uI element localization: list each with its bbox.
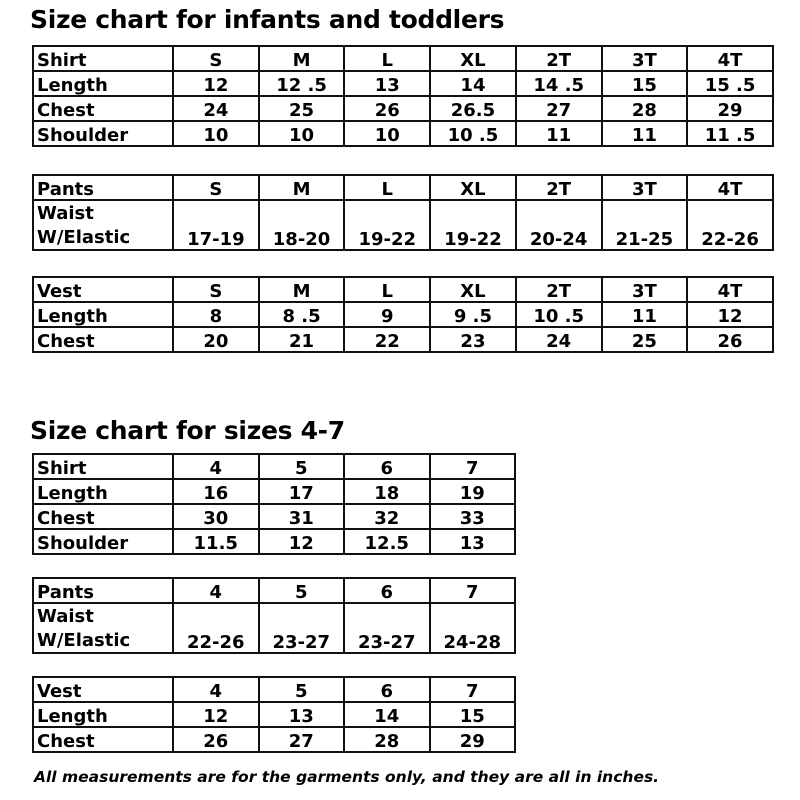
measurement-cell: 11 .5: [687, 121, 773, 146]
measurement-cell: 10: [259, 121, 345, 146]
table-header-row: [33, 175, 773, 200]
measurement-cell: 11: [602, 121, 688, 146]
size-header-cell: 2T: [516, 46, 602, 71]
measurement-cell: 14: [344, 702, 430, 727]
measurement-cell: 26: [687, 327, 773, 352]
measurement-cell: 26.5: [430, 96, 516, 121]
table-category-label: Shirt: [33, 454, 173, 479]
size-header-cell: XL: [430, 175, 516, 200]
row-label: Chest: [33, 504, 173, 529]
measurement-cell: 23-27: [259, 603, 345, 653]
measurement-cell: 25: [602, 327, 688, 352]
size-header-cell: 3T: [602, 46, 688, 71]
infant-shirt-table: [32, 45, 774, 147]
measurement-cell: 24-28: [430, 603, 516, 653]
row-label: Chest: [33, 327, 173, 352]
measurement-cell: 8 .5: [259, 302, 345, 327]
size-header-cell: 4: [173, 677, 259, 702]
measurement-cell: 26: [344, 96, 430, 121]
measurement-cell: 21-25: [602, 200, 688, 250]
sizes-4-7-shirt-table: [32, 453, 516, 555]
table-row: [33, 529, 515, 554]
measurement-cell: 24: [516, 327, 602, 352]
measurement-cell: 30: [173, 504, 259, 529]
sizes-4-7-vest-table: [32, 676, 516, 753]
table-category-label: Vest: [33, 677, 173, 702]
measurement-cell: 27: [259, 727, 345, 752]
size-header-cell: L: [344, 46, 430, 71]
sizes-4-7-pants-table: [32, 577, 516, 654]
size-header-cell: M: [259, 46, 345, 71]
table-row: [33, 200, 773, 250]
row-label: Shoulder: [33, 121, 173, 146]
size-header-cell: S: [173, 277, 259, 302]
row-label: [33, 603, 173, 653]
table-header-row: [33, 46, 773, 71]
measurement-cell: 16: [173, 479, 259, 504]
size-header-cell: 6: [344, 454, 430, 479]
measurement-cell: 9: [344, 302, 430, 327]
measurement-cell: 12: [259, 529, 345, 554]
measurement-cell: 31: [259, 504, 345, 529]
size-header-cell: L: [344, 277, 430, 302]
table-row: [33, 96, 773, 121]
measurement-cell: 20-24: [516, 200, 602, 250]
measurement-cell: 22-26: [687, 200, 773, 250]
measurement-cell: 29: [687, 96, 773, 121]
measurement-cell: 17: [259, 479, 345, 504]
measurement-cell: 22: [344, 327, 430, 352]
size-header-cell: 2T: [516, 175, 602, 200]
measurement-cell: 26: [173, 727, 259, 752]
measurement-cell: 10: [173, 121, 259, 146]
table-row: [33, 603, 515, 653]
measurement-cell: 27: [516, 96, 602, 121]
table-row: [33, 702, 515, 727]
measurement-cell: 19-22: [430, 200, 516, 250]
table-header-row: [33, 677, 515, 702]
measurement-footnote: All measurements are for the garments only, and they are all in inches.: [34, 768, 660, 786]
size-header-cell: 7: [430, 677, 516, 702]
table-row: [33, 302, 773, 327]
measurement-cell: 25: [259, 96, 345, 121]
table-header-row: [33, 277, 773, 302]
infant-vest-table: [32, 276, 774, 353]
measurement-cell: 12: [687, 302, 773, 327]
measurement-cell: 28: [602, 96, 688, 121]
measurement-cell: 14 .5: [516, 71, 602, 96]
row-label-line-1: Waist: [37, 203, 94, 225]
size-header-cell: 4T: [687, 175, 773, 200]
measurement-cell: 11: [516, 121, 602, 146]
size-header-cell: 5: [259, 578, 345, 603]
measurement-cell: 13: [259, 702, 345, 727]
table-row: [33, 327, 773, 352]
table-category-label: Pants: [33, 578, 173, 603]
measurement-cell: 12: [173, 71, 259, 96]
size-header-cell: 3T: [602, 277, 688, 302]
measurement-cell: 21: [259, 327, 345, 352]
size-header-cell: 4: [173, 454, 259, 479]
measurement-cell: 12: [173, 702, 259, 727]
measurement-cell: 19-22: [344, 200, 430, 250]
size-header-cell: L: [344, 175, 430, 200]
size-header-cell: XL: [430, 46, 516, 71]
row-label: Chest: [33, 727, 173, 752]
table-header-row: [33, 578, 515, 603]
table-row: [33, 727, 515, 752]
table-row: [33, 71, 773, 96]
infant-toddler-title: Size chart for infants and toddlers: [30, 5, 505, 34]
measurement-cell: 10 .5: [516, 302, 602, 327]
row-label-line-2: W/Elastic: [37, 226, 131, 248]
table-row: [33, 479, 515, 504]
size-header-cell: 3T: [602, 175, 688, 200]
measurement-cell: 13: [344, 71, 430, 96]
measurement-cell: 11.5: [173, 529, 259, 554]
size-header-cell: 5: [259, 677, 345, 702]
measurement-cell: 13: [430, 529, 516, 554]
measurement-cell: 24: [173, 96, 259, 121]
table-header-row: [33, 454, 515, 479]
sizes-4-7-title: Size chart for sizes 4-7: [30, 416, 345, 445]
measurement-cell: 15: [430, 702, 516, 727]
size-header-cell: XL: [430, 277, 516, 302]
size-header-cell: 6: [344, 578, 430, 603]
size-header-cell: S: [173, 175, 259, 200]
row-label: Length: [33, 302, 173, 327]
row-label: Length: [33, 702, 173, 727]
measurement-cell: 14: [430, 71, 516, 96]
measurement-cell: 23: [430, 327, 516, 352]
row-label-line-1: Waist: [37, 606, 94, 628]
measurement-cell: 15 .5: [687, 71, 773, 96]
table-row: [33, 121, 773, 146]
size-header-cell: M: [259, 175, 345, 200]
measurement-cell: 18-20: [259, 200, 345, 250]
row-label: Length: [33, 71, 173, 96]
table-category-label: Pants: [33, 175, 173, 200]
size-header-cell: 7: [430, 454, 516, 479]
measurement-cell: 29: [430, 727, 516, 752]
size-header-cell: M: [259, 277, 345, 302]
measurement-cell: 18: [344, 479, 430, 504]
measurement-cell: 23-27: [344, 603, 430, 653]
row-label-line-2: W/Elastic: [37, 629, 131, 651]
measurement-cell: 10: [344, 121, 430, 146]
measurement-cell: 15: [602, 71, 688, 96]
measurement-cell: 11: [602, 302, 688, 327]
size-header-cell: 4T: [687, 46, 773, 71]
measurement-cell: 22-26: [173, 603, 259, 653]
size-header-cell: 2T: [516, 277, 602, 302]
measurement-cell: 9 .5: [430, 302, 516, 327]
size-header-cell: 6: [344, 677, 430, 702]
row-label: Shoulder: [33, 529, 173, 554]
measurement-cell: 28: [344, 727, 430, 752]
measurement-cell: 12 .5: [259, 71, 345, 96]
measurement-cell: 10 .5: [430, 121, 516, 146]
size-header-cell: S: [173, 46, 259, 71]
infant-pants-table: [32, 174, 774, 251]
row-label: Length: [33, 479, 173, 504]
measurement-cell: 19: [430, 479, 516, 504]
measurement-cell: 20: [173, 327, 259, 352]
row-label: Chest: [33, 96, 173, 121]
size-header-cell: 7: [430, 578, 516, 603]
measurement-cell: 12.5: [344, 529, 430, 554]
table-row: [33, 504, 515, 529]
size-header-cell: 4T: [687, 277, 773, 302]
measurement-cell: 33: [430, 504, 516, 529]
size-header-cell: 4: [173, 578, 259, 603]
table-category-label: Shirt: [33, 46, 173, 71]
measurement-cell: 8: [173, 302, 259, 327]
table-category-label: Vest: [33, 277, 173, 302]
size-header-cell: 5: [259, 454, 345, 479]
measurement-cell: 17-19: [173, 200, 259, 250]
measurement-cell: 32: [344, 504, 430, 529]
row-label: [33, 200, 173, 250]
